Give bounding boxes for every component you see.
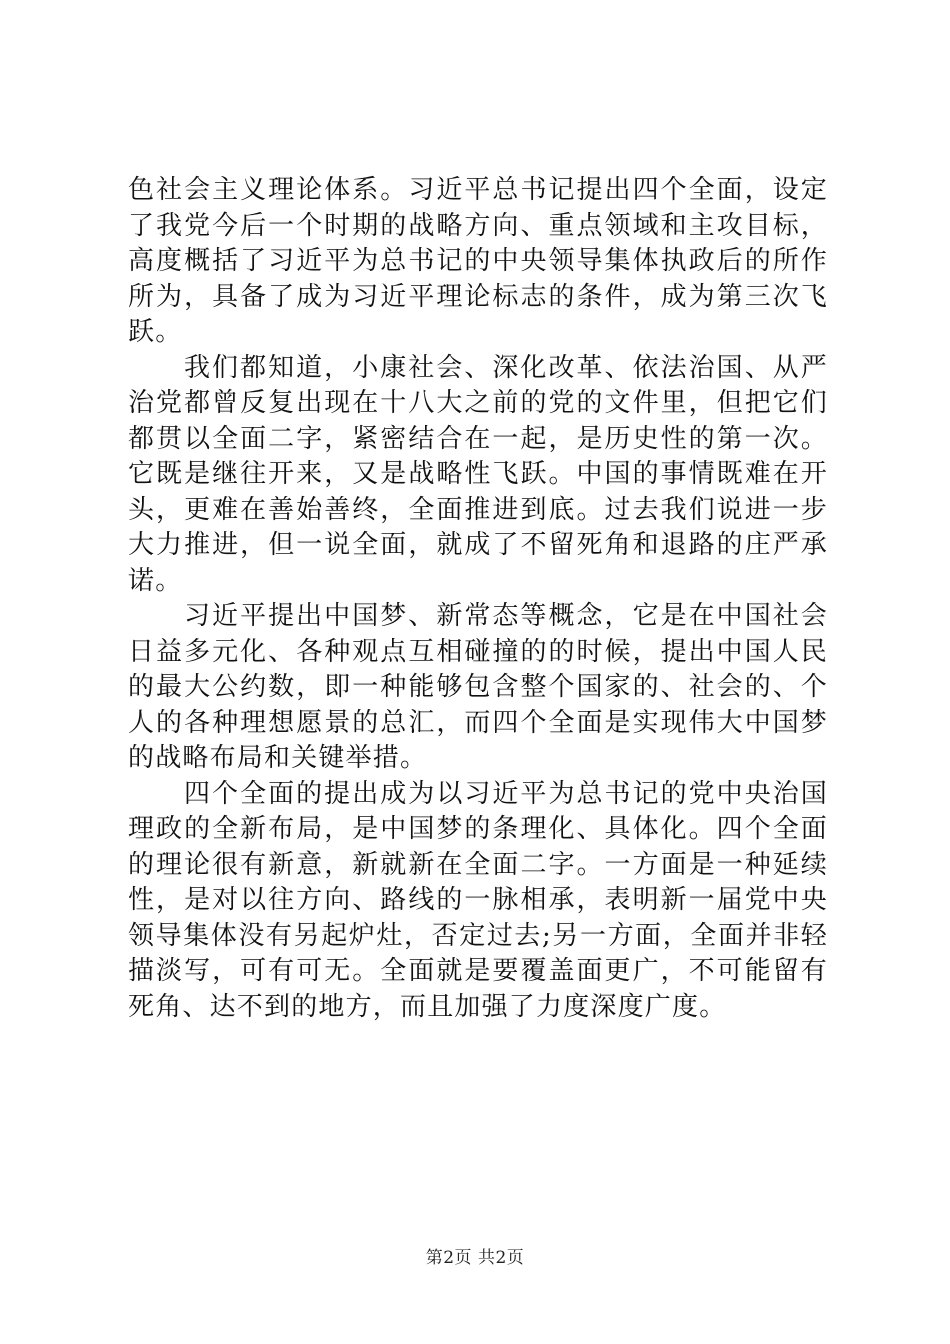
paragraph-1: 色社会主义理论体系。习近平总书记提出四个全面，设定了我党今后一个时期的战略方向、重点领域和主攻目标，高度概括了习近平为总书记的中央领导集体执政后的所作所为，具备了成为习近平理论标志的条件，成为第三次飞跃。 [128,175,828,347]
paragraph-3: 习近平提出中国梦、新常态等概念，它是在中国社会日益多元化、各种观点互相碰撞的的时候，提出中国人民的最大公约数，即一种能够包含整个国家的、社会的、个人的各种理想愿景的总汇，而四个全面是实现伟大中国梦的战略布局和关键举措。 [128,601,828,773]
document-body [128,173,828,1025]
page-number: 第2页 共2页 [425,1248,525,1268]
page-footer [0,1243,950,1268]
paragraph-2: 我们都知道，小康社会、深化改革、依法治国、从严治党都曾反复出现在十八大之前的党的文件里，但把它们都贯以全面二字，紧密结合在一起，是历史性的第一次。它既是继往开来，又是战略性飞跃。中国的事情既难在开头，更难在善始善终，全面推进到底。过去我们说进一步大力推进，但一说全面，就成了不留死角和退路的庄严承诺。 [128,352,828,596]
paragraph-4: 四个全面的提出成为以习近平为总书记的党中央治国理政的全新布局，是中国梦的条理化、具体化。四个全面的理论很有新意，新就新在全面二字。一方面是一种延续性，是对以往方向、路线的一脉相承，表明新一届党中央领导集体没有另起炉灶，否定过去;另一方面，全面并非轻描淡写，可有可无。全面就是要覆盖面更广，不可能留有死角、达不到的地方，而且加强了力度深度广度。 [128,778,828,1022]
